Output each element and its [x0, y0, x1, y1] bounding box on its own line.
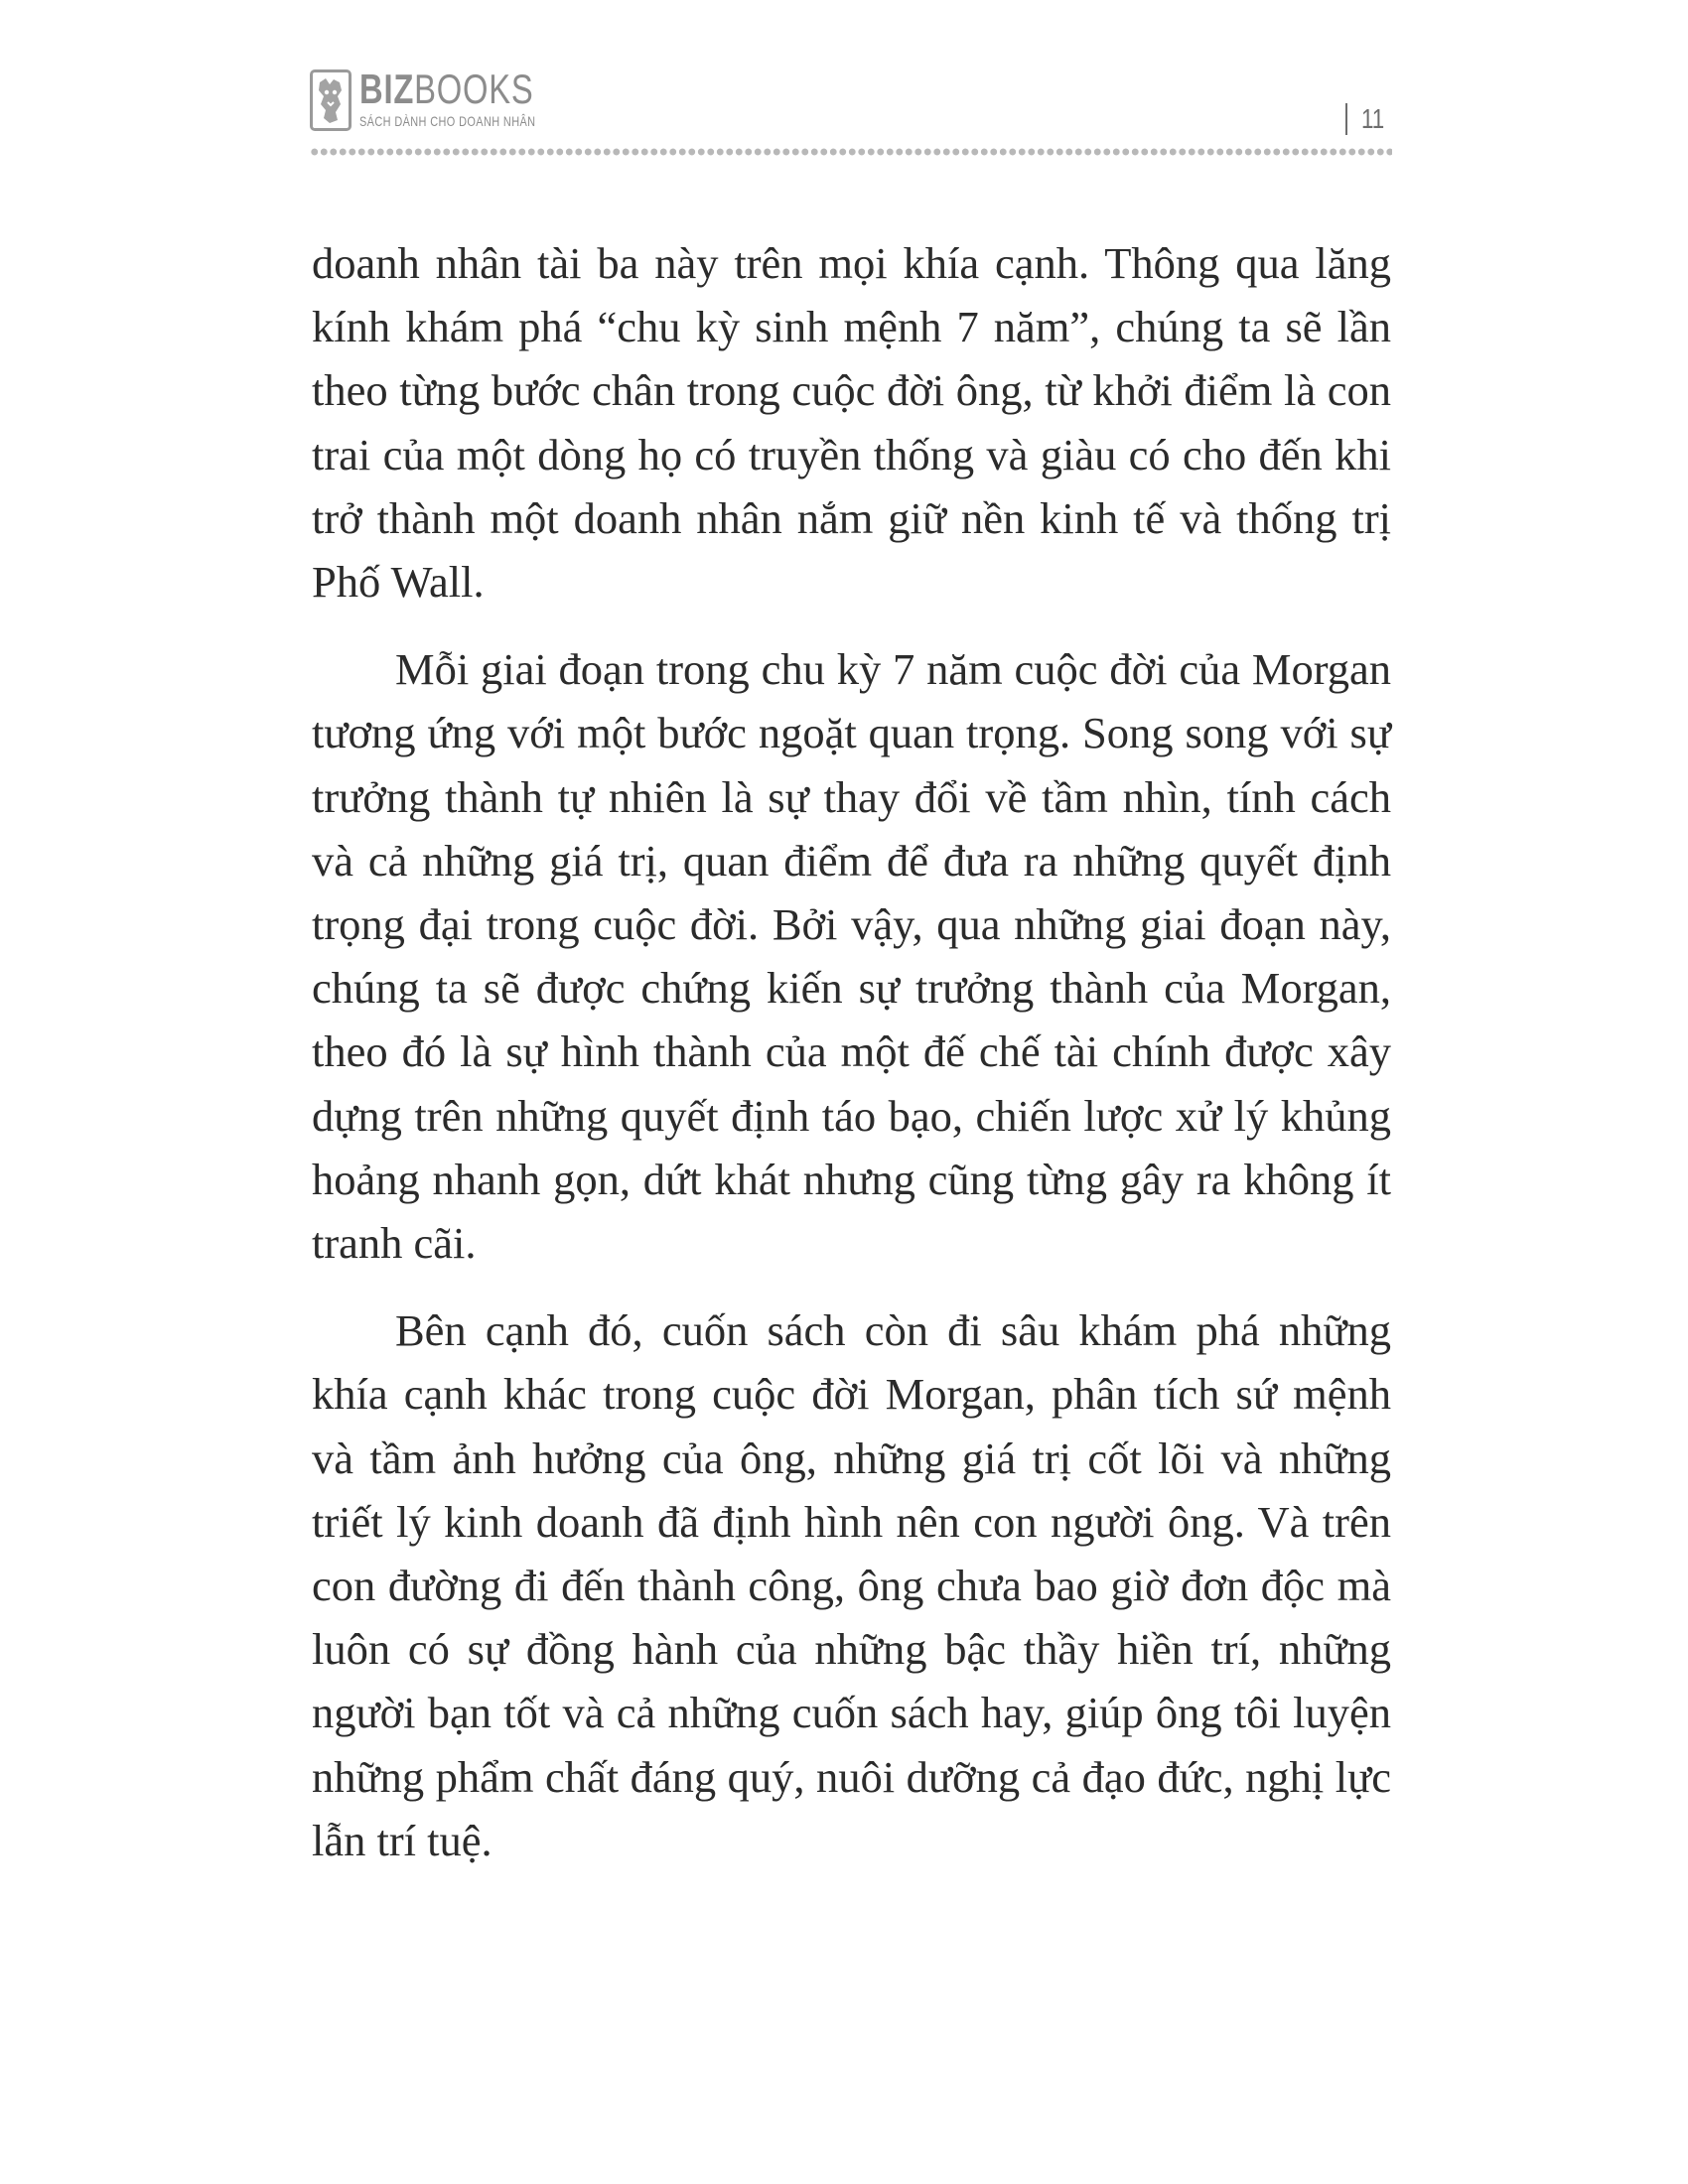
- paragraph-1: doanh nhân tài ba này trên mọi khía cạnh. Thông qua lăng kính khám phá “chu kỳ sinh mệnh 7 năm”, chúng ta sẽ lần theo từng bước chân trong cuộc đời ông, từ khởi điểm là con trai của một dòng họ có truyền thống và giàu có cho đến khi trở thành một doanh nhân nắm giữ nền kinh tế và thống trị Phố Wall.: [312, 238, 1391, 608]
- paragraph-2: Mỗi giai đoạn trong chu kỳ 7 năm cuộc đời của Morgan tương ứng với một bước ngoặt quan trọng. Song song với sự trưởng thành tự nhiên là sự thay đổi về tầm nhìn, tính cách và cả những giá trị, quan điểm để đưa ra những quyết định trọng đại trong cuộc đời. Bởi vậy, qua những giai đoạn này, chúng ta sẽ được chứng kiến sự trưởng thành của Morgan, theo đó là sự hình thành của một đế chế tài chính được xây dựng trên những quyết định táo bạo, chiến lược xử lý khủng hoảng nhanh gọn, dứt khát nhưng cũng từng gây ra không ít tranh cãi.: [312, 644, 1391, 1269]
- paragraph-3: Bên cạnh đó, cuốn sách còn đi sâu khám phá những khía cạnh khác trong cuộc đời Morgan, phân tích sứ mệnh và tầm ảnh hưởng của ông, những giá trị cốt lõi và những triết lý kinh doanh đã định hình nên con người ông. Và trên con đường đi đến thành công, ông chưa bao giờ đơn độc mà luôn có sự đồng hành của những bậc thầy hiền trí, những người bạn tốt và cả những cuốn sách hay, giúp ông tôi luyện những phẩm chất đáng quý, nuôi dưỡng cả đạo đức, nghị lực lẫn trí tuệ.: [312, 1305, 1391, 1865]
- brand-tagline: SÁCH DÀNH CHO DOANH NHÂN: [359, 113, 536, 129]
- bizbooks-logo: [310, 68, 585, 137]
- page-header: [310, 68, 1392, 147]
- brand-name: [359, 68, 535, 111]
- page-number-block: [1345, 101, 1390, 137]
- tiger-head-icon: [310, 69, 352, 131]
- brand-bold: BIZ: [359, 66, 415, 112]
- page-number: 11: [1360, 103, 1385, 134]
- body-text: [312, 231, 1391, 1872]
- brand-light: BOOKS: [414, 66, 534, 112]
- page-number-divider: [1345, 103, 1347, 135]
- header-dotted-rule: [310, 147, 1392, 157]
